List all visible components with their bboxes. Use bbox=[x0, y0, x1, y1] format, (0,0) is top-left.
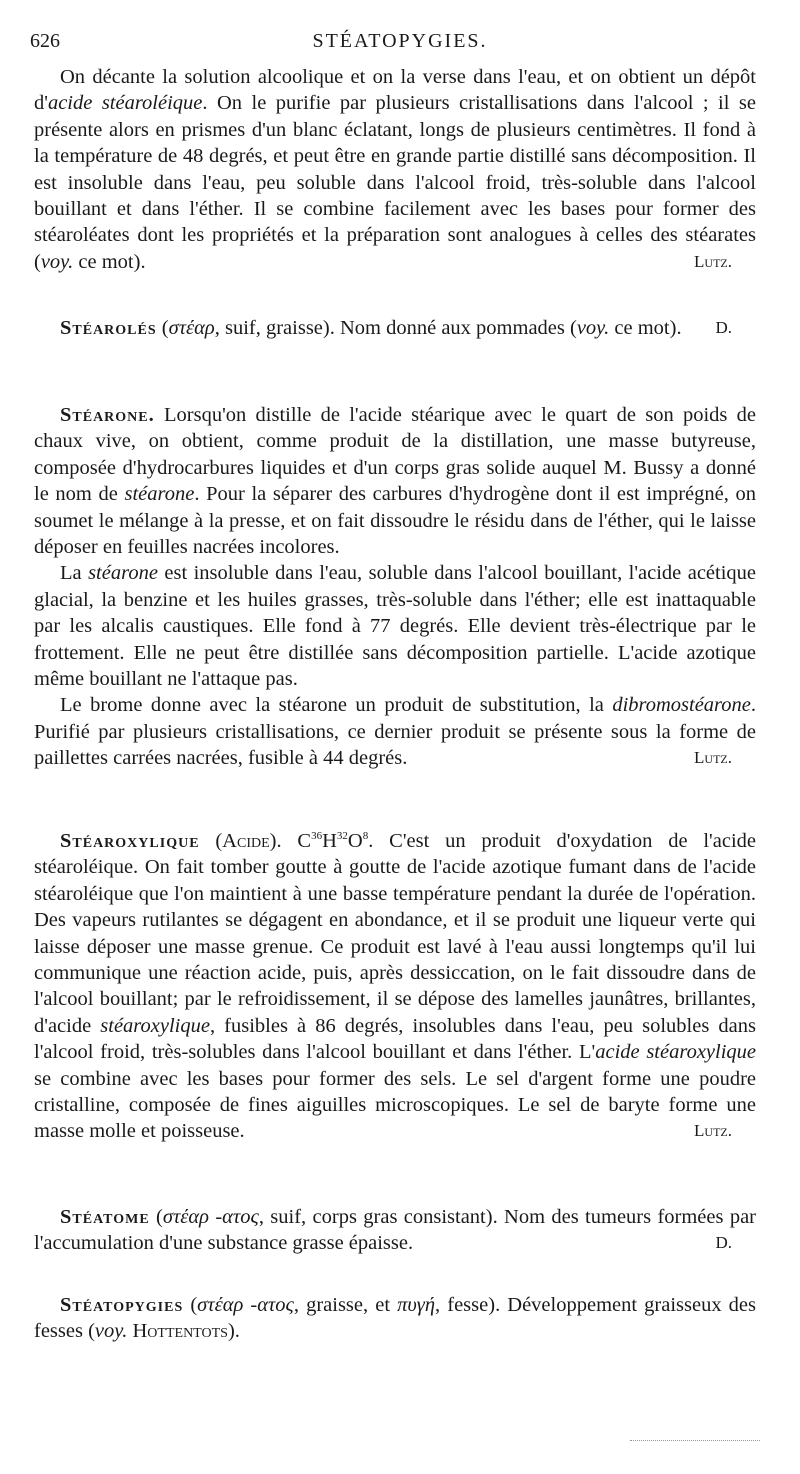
page-number: 626 bbox=[30, 30, 60, 52]
greek-etymology: στέαρ -ατος bbox=[197, 1294, 294, 1316]
author-signature: Lutz. bbox=[694, 251, 732, 271]
greek-etymology: στέαρ -ατος bbox=[162, 1206, 259, 1228]
author-signature: D. bbox=[715, 1233, 732, 1253]
entry-heading: Stéatome bbox=[60, 1206, 150, 1228]
chemical-formula: $C^{36}H^{32}O^8$ bbox=[297, 830, 369, 852]
continuation-paragraph: On décante la solution alcoolique et on la verse dans l'eau, et on obtient un dépôt d'acide stéaroléique. On le purifie par plusieurs cristallisations dans l'alcool ; il se présente alors en prismes d'un blanc éclatant, longs de plusieurs centimètres. Il fond à la température de 48 degrés, et peut être en grande partie distillé sans décomposition. Il est insoluble dans l'eau, peu soluble dans l'alcool froid, très-soluble dans l'alcool bouillant et dans l'éther. Il se combine facilement avec les bases pour former des stéaroléates dont les propriétés et la préparation sont analogues à celles des stéarates (voy. ce mot). Lutz. bbox=[34, 64, 756, 275]
running-head: STÉATOPYGIES. bbox=[312, 30, 488, 52]
entry-heading: Stéatopygies bbox=[60, 1294, 184, 1316]
entry-steatome: Stéatome (στέαρ -ατος, suif, corps gras consistant). Nom des tumeurs formées par l'accumulation d'une substance grasse épaisse. D. bbox=[34, 1204, 756, 1257]
author-signature: Lutz. bbox=[694, 748, 732, 768]
author-signature: Lutz. bbox=[694, 1121, 732, 1141]
entry-heading: Stéarolés bbox=[60, 317, 157, 339]
page-header bbox=[30, 30, 770, 60]
greek-etymology: στέαρ bbox=[168, 317, 215, 339]
greek-etymology: πυγή bbox=[397, 1294, 436, 1316]
author-signature: D. bbox=[715, 318, 732, 337]
entry-steatopygies: Stéatopygies (στέαρ -ατος, graisse, et πυγή, fesse). Développement graisseux des fesses (voy. Hottentots). bbox=[34, 1294, 756, 1343]
cross-reference: Hottentots bbox=[132, 1320, 228, 1343]
entry-heading: Stéarone. bbox=[60, 404, 155, 426]
entry-stearoles: Stéarolés (στέαρ, suif, graisse). Nom donné aux pommades (voy. ce mot). D. bbox=[34, 315, 756, 341]
entry-stearone: Stéarone. Lorsqu'on distille de l'acide stéarique avec le quart de son poids de chaux vive, on obtient, comme produit de la distillation, une masse butyreuse, composée d'hydrocarbures liquides et d'un corps gras solide auquel M. Bussy a donné le nom de stéarone. Pour la séparer des carbures d'hydrogène dont il est imprégné, on soumet le mélange à la presse, et on fait dissoudre le résidu dans de l'éther, qui le laisse déposer en feuilles nacrées incolores. La stéarone est insoluble dans l'eau, soluble dans l'alcool bouillant, l'acide acétique glacial, la benzine et les huiles grasses, très-soluble dans l'éther; elle est inattaquable par les alcalis caustiques. Elle fond à 77 degrés. Elle devient très-électrique par le frottement. Elle ne peut être distillée sans décomposition partielle. L'acide azotique même bouillant ne l'attaque pas. Le brome donne avec la stéarone un produit de substitution, la dibromostéarone. Purifié par plusieurs cristallisations, ce dernier produit se présente sous la forme de paillettes carrées nacrées, fusible à 44 degrés. Lutz. bbox=[34, 402, 756, 772]
entry-stearoxylique: Stéaroxylique (Acide). $C^{36}H^{32}O^8$. C'est un produit d'oxydation de l'acide stéaroléique. On fait tomber goutte à goutte de l'acide azotique fumant dans de l'acide stéaroléique que l'on maintient à une basse température pendant la durée de l'opération. Des vapeurs rutilantes se dégagent en abondance, et il se produit une liqueur verte qui laisse déposer une masse grenue. Ce produit est lavé à l'eau aussi longtemps qu'il lui communique une réaction acide, puis, après dessiccation, on le fait dissoudre dans de l'alcool bouillant; par le refroidissement, il se dépose des lamelles jaunâtres, brillantes, d'acide stéaroxylique, fusibles à 86 degrés, insolubles dans l'eau, peu solubles dans l'alcool froid, très-solubles dans l'alcool bouillant et dans l'éther. L'acide stéaroxylique se combine avec les bases pour former des sels. Le sel d'argent forme une poudre cristalline, composée de fines aiguilles microscopiques. Le sel de baryte forme une masse molle et poisseuse. Lutz. bbox=[34, 828, 756, 1145]
page-bottom-mark bbox=[630, 1440, 760, 1441]
entry-heading: Stéaroxylique bbox=[60, 830, 200, 852]
